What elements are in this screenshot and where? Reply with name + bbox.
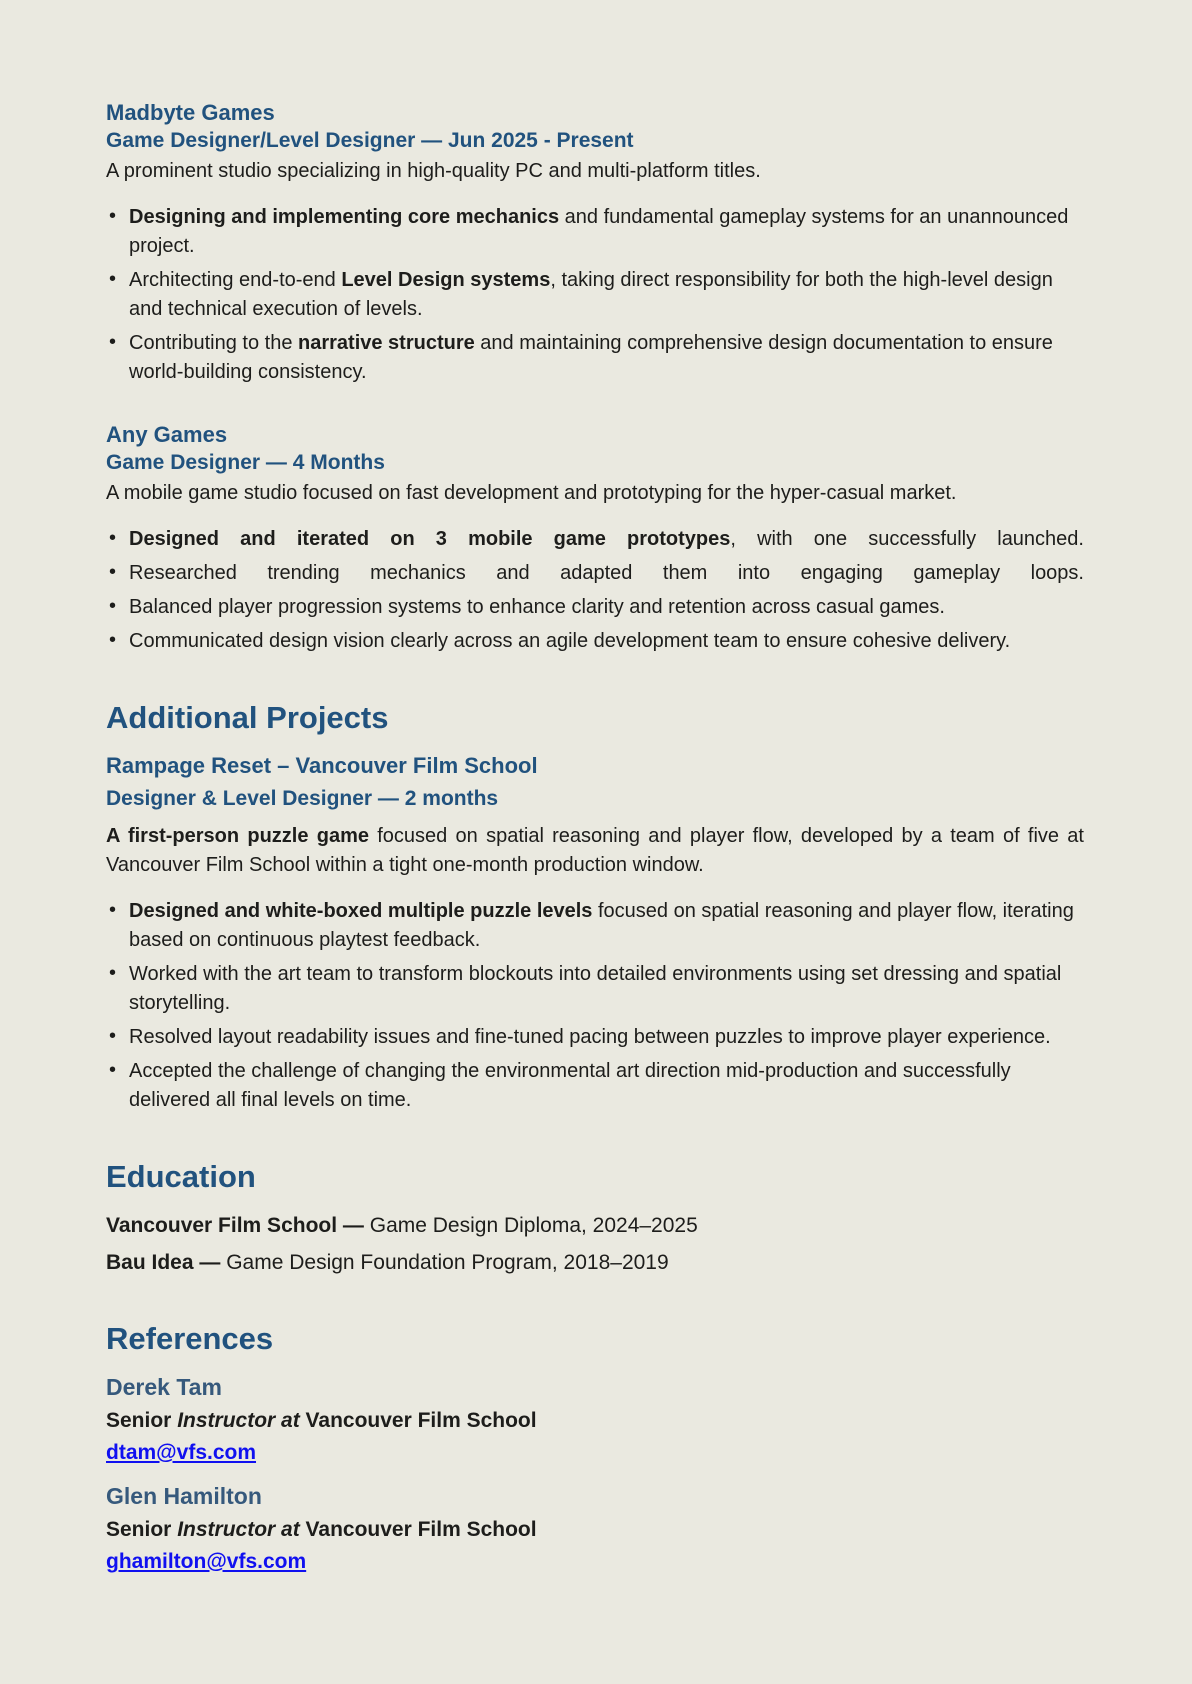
text-segment: Worked with the art team to transform blockouts into detailed environments using set dressing and spatial storytelling. bbox=[129, 963, 1062, 1014]
education-list bbox=[106, 1211, 1084, 1277]
bullet-item bbox=[106, 1057, 1084, 1115]
reference-email-link[interactable]: ghamilton@vfs.com bbox=[106, 1550, 307, 1573]
bullet-item bbox=[106, 593, 1084, 622]
project-bullet-list bbox=[106, 897, 1084, 1115]
education-item bbox=[106, 1211, 1084, 1240]
text-segment: , with one successfully launched. bbox=[730, 528, 1084, 550]
bullet-item bbox=[106, 559, 1084, 588]
company-name: Madbyte Games bbox=[106, 100, 275, 125]
job-block bbox=[106, 99, 1084, 387]
education-school: Bau Idea — bbox=[106, 1251, 221, 1274]
reference-title bbox=[106, 1516, 1084, 1544]
bullet-item bbox=[106, 627, 1084, 656]
reference-card bbox=[106, 1373, 1084, 1467]
reference-title bbox=[106, 1407, 1084, 1435]
bullet-list bbox=[106, 203, 1084, 387]
text-segment: focused on spatial reasoning and player flow, developed by a team of five at Vancouver Film School within a tight one-month production window. bbox=[106, 825, 1084, 876]
reference-email-link[interactable]: dtam@vfs.com bbox=[106, 1441, 257, 1464]
text-segment: and fundamental gameplay systems for an unannounced project. bbox=[129, 206, 1069, 257]
company-name: Any Games bbox=[106, 422, 228, 447]
references-heading: References bbox=[106, 1321, 274, 1356]
project-title: Rampage Reset – Vancouver Film School bbox=[106, 753, 538, 778]
text-segment: Vancouver Film School bbox=[299, 1409, 537, 1432]
text-segment: Balanced player progression systems to enhance clarity and retention across casual games. bbox=[129, 596, 945, 618]
text-segment: and maintaining comprehensive design documentation to ensure world-building consistency. bbox=[129, 332, 1053, 383]
text-segment: Resolved layout readability issues and fine-tuned pacing between puzzles to improve player experience. bbox=[129, 1026, 1051, 1048]
job-summary bbox=[106, 157, 1084, 186]
text-segment: A prominent studio specializing in high-quality PC and multi-platform titles. bbox=[106, 160, 761, 182]
text-segment: Senior bbox=[106, 1518, 178, 1541]
bullet-item bbox=[106, 1023, 1084, 1052]
bullet-item bbox=[106, 329, 1084, 387]
education-school: Vancouver Film School — bbox=[106, 1214, 364, 1237]
text-segment: Communicated design vision clearly across an agile development team to ensure cohesive delivery. bbox=[129, 630, 1011, 652]
bullet-item bbox=[106, 960, 1084, 1018]
text-segment: A first-person puzzle game bbox=[106, 825, 369, 847]
education-heading: Education bbox=[106, 1159, 256, 1194]
references-list bbox=[106, 1373, 1084, 1576]
project-block bbox=[106, 752, 1084, 1115]
job-role: Game Designer/Level Designer — Jun 2025 - Present bbox=[106, 129, 634, 152]
education-item bbox=[106, 1248, 1084, 1277]
text-segment: Contributing to the bbox=[129, 332, 298, 354]
additional-projects-heading: Additional Projects bbox=[106, 700, 389, 735]
bullet-item bbox=[106, 266, 1084, 324]
text-segment: Architecting end-to-end bbox=[129, 269, 342, 291]
reference-name: Derek Tam bbox=[106, 1374, 222, 1400]
text-segment: Senior bbox=[106, 1409, 178, 1432]
text-segment: Researched trending mechanics and adapted them into engaging gameplay loops. bbox=[129, 562, 1084, 584]
text-segment: narrative structure bbox=[298, 332, 475, 354]
education-detail: Game Design Foundation Program, 2018–2019 bbox=[220, 1251, 669, 1274]
text-segment: A mobile game studio focused on fast development and prototyping for the hyper-casual market. bbox=[106, 482, 957, 504]
text-segment: Designed and iterated on 3 mobile game prototypes bbox=[129, 528, 731, 550]
text-segment: Accepted the challenge of changing the environmental art direction mid-production and successfully delivered all final levels on time. bbox=[129, 1060, 1011, 1111]
bullet-list bbox=[106, 525, 1084, 656]
bullet-item bbox=[106, 525, 1084, 554]
reference-card bbox=[106, 1482, 1084, 1576]
project-role: Designer & Level Designer — 2 months bbox=[106, 787, 499, 810]
reference-name: Glen Hamilton bbox=[106, 1483, 262, 1509]
text-segment: Designing and implementing core mechanics bbox=[129, 206, 560, 228]
bullet-item bbox=[106, 897, 1084, 955]
text-segment: , taking direct responsibility for both the high-level design and technical execution of levels. bbox=[129, 269, 1053, 320]
job-block bbox=[106, 421, 1084, 656]
text-segment: Vancouver Film School bbox=[299, 1518, 537, 1541]
job-role: Game Designer — 4 Months bbox=[106, 451, 385, 474]
experience-list bbox=[106, 99, 1084, 656]
project-summary bbox=[106, 822, 1084, 880]
bullet-item bbox=[106, 203, 1084, 261]
text-segment: Designed and white-boxed multiple puzzle levels bbox=[129, 900, 593, 922]
text-segment: Instructor at bbox=[177, 1518, 300, 1541]
education-detail: Game Design Diploma, 2024–2025 bbox=[363, 1214, 698, 1237]
text-segment: focused on spatial reasoning and player flow, iterating based on continuous playtest feedback. bbox=[129, 900, 1074, 951]
job-summary bbox=[106, 479, 1084, 508]
text-segment: Instructor at bbox=[177, 1409, 300, 1432]
text-segment: Level Design systems bbox=[341, 269, 551, 291]
